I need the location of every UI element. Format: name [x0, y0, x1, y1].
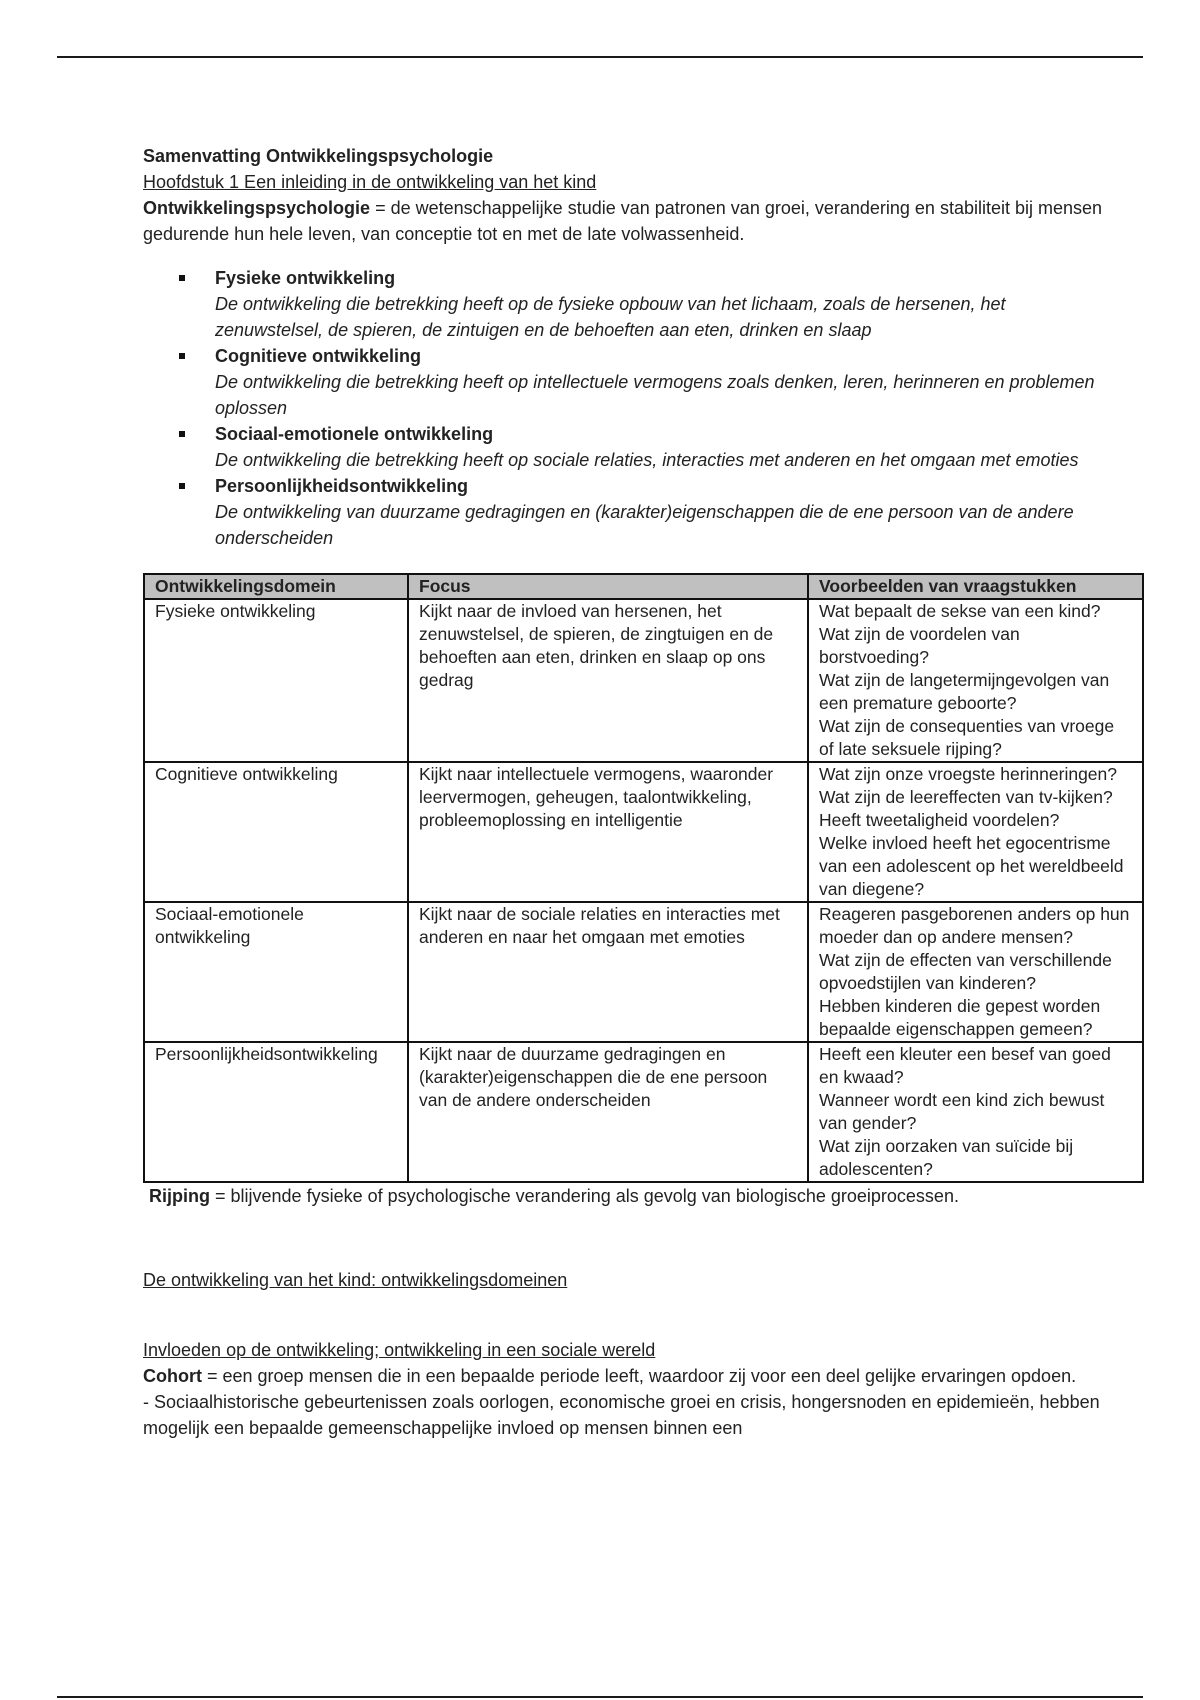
document-title: Samenvatting Ontwikkelingspsychologie — [143, 146, 494, 166]
chapter-heading: Hoofdstuk 1 Een inleiding in de ontwikkeling van het kind — [143, 172, 597, 192]
header-rule — [57, 56, 1143, 58]
question-item: Heeft een kleuter een besef van goed en kwaad? — [819, 1044, 1111, 1087]
bullet-heading: Sociaal-emotionele ontwikkeling — [215, 424, 494, 444]
focus-cell: Kijkt naar de sociale relaties en interacties met anderen en naar het omgaan met emoties — [408, 902, 808, 1042]
intro-definition — [143, 195, 1143, 247]
section-heading-domains: De ontwikkeling van het kind: ontwikkelingsdomeinen — [143, 1270, 568, 1290]
table-row — [144, 762, 1143, 902]
question-item: Wat zijn de leereffecten van tv-kijken? — [819, 787, 1113, 807]
column-header-focus: Focus — [408, 574, 808, 599]
rijping-term: Rijping — [149, 1186, 210, 1206]
focus-cell: Kijkt naar de duurzame gedragingen en (karakter)eigenschappen die de ene persoon van de andere onderscheiden — [408, 1042, 808, 1182]
question-item: Wat bepaalt de sekse van een kind? — [819, 601, 1101, 621]
question-item: Wanneer wordt een kind zich bewust van gender? — [819, 1090, 1105, 1133]
rijping-text: = blijvende fysieke of psychologische verandering als gevolg van biologische groeiprocessen. — [210, 1186, 959, 1206]
cohort-definition — [143, 1363, 1143, 1389]
table-row — [144, 1042, 1143, 1182]
bullet-description: De ontwikkeling die betrekking heeft op de fysieke opbouw van het lichaam, zoals de hersenen, het zenuwstelsel, de spieren, de zintuigen en de behoeften aan eten, drinken en slaap — [215, 294, 1006, 340]
domains-table — [143, 573, 1144, 1183]
questions-cell — [808, 1042, 1143, 1182]
intro-text: = de wetenschappelijke studie van patronen van groei, verandering en stabiliteit bij mensen gedurende hun hele leven, van conceptie tot en met de late volwassenheid. — [143, 198, 1103, 244]
bullet-square-icon — [179, 275, 185, 281]
table-row — [144, 902, 1143, 1042]
table-row — [144, 599, 1143, 762]
cohort-term: Cohort — [143, 1366, 202, 1386]
column-header-domain: Ontwikkelingsdomein — [144, 574, 408, 599]
question-item: Reageren pasgeborenen anders op hun moeder dan op andere mensen? — [819, 904, 1130, 947]
bullet-description: De ontwikkeling van duurzame gedragingen en (karakter)eigenschappen die de ene persoon van de andere onderscheiden — [215, 502, 1074, 548]
domain-cell: Fysieke ontwikkeling — [144, 599, 408, 762]
list-item — [179, 343, 1143, 421]
question-item: Welke invloed heeft het egocentrisme van een adolescent op het wereldbeeld van diegene? — [819, 833, 1124, 899]
bullet-description: De ontwikkeling die betrekking heeft op intellectuele vermogens zoals denken, leren, herinneren en problemen oplossen — [215, 372, 1095, 418]
bullet-square-icon — [179, 353, 185, 359]
questions-cell — [808, 599, 1143, 762]
domain-cell: Sociaal-emotionele ontwikkeling — [144, 902, 408, 1042]
bullet-heading: Fysieke ontwikkeling — [215, 268, 396, 288]
bullet-heading: Cognitieve ontwikkeling — [215, 346, 422, 366]
intro-term: Ontwikkelingspsychologie — [143, 198, 371, 218]
question-item: Hebben kinderen die gepest worden bepaalde eigenschappen gemeen? — [819, 996, 1101, 1039]
bullet-heading: Persoonlijkheidsontwikkeling — [215, 476, 469, 496]
question-item: Wat zijn de langetermijngevolgen van een premature geboorte? — [819, 670, 1110, 713]
question-item: Heeft tweetaligheid voordelen? — [819, 810, 1060, 830]
focus-cell: Kijkt naar de invloed van hersenen, het zenuwstelsel, de spieren, de zingtuigen en de behoeften aan eten, drinken en slaap op ons gedrag — [408, 599, 808, 762]
question-item: Wat zijn de effecten van verschillende opvoedstijlen van kinderen? — [819, 950, 1112, 993]
question-item: Wat zijn de consequenties van vroege of late seksuele rijping? — [819, 716, 1115, 759]
questions-cell — [808, 762, 1143, 902]
list-item — [179, 473, 1143, 551]
bullet-square-icon — [179, 483, 185, 489]
domain-cell: Cognitieve ontwikkeling — [144, 762, 408, 902]
table-header-row — [144, 574, 1143, 599]
section-heading-influences: Invloeden op de ontwikkeling; ontwikkeling in een sociale wereld — [143, 1340, 656, 1360]
rijping-definition — [143, 1183, 1143, 1209]
domain-cell: Persoonlijkheidsontwikkeling — [144, 1042, 408, 1182]
document-body — [143, 143, 1143, 1441]
list-item — [179, 265, 1143, 343]
question-item: Wat zijn de voordelen van borstvoeding? — [819, 624, 1020, 667]
bullet-square-icon — [179, 431, 185, 437]
bullet-description: De ontwikkeling die betrekking heeft op sociale relaties, interacties met anderen en het omgaan met emoties — [215, 450, 1079, 470]
cohort-text: = een groep mensen die in een bepaalde periode leeft, waardoor zij voor een deel gelijke ervaringen opdoen. — [201, 1366, 1077, 1386]
questions-cell — [808, 902, 1143, 1042]
focus-cell: Kijkt naar intellectuele vermogens, waaronder leervermogen, geheugen, taalontwikkeling, probleemoplossing en intelligentie — [408, 762, 808, 902]
domain-bullet-list — [143, 265, 1143, 551]
sociohistorical-paragraph: - Sociaalhistorische gebeurtenissen zoals oorlogen, economische groei en crisis, hongersnoden en epidemieën, hebben mogelijk een bepaalde gemeenschappelijke invloed op mensen binnen een — [143, 1392, 1100, 1438]
footer-rule — [57, 1696, 1143, 1698]
column-header-questions: Voorbeelden van vraagstukken — [808, 574, 1143, 599]
question-item: Wat zijn oorzaken van suïcide bij adolescenten? — [819, 1136, 1074, 1179]
question-item: Wat zijn onze vroegste herinneringen? — [819, 764, 1117, 784]
list-item — [179, 421, 1143, 473]
